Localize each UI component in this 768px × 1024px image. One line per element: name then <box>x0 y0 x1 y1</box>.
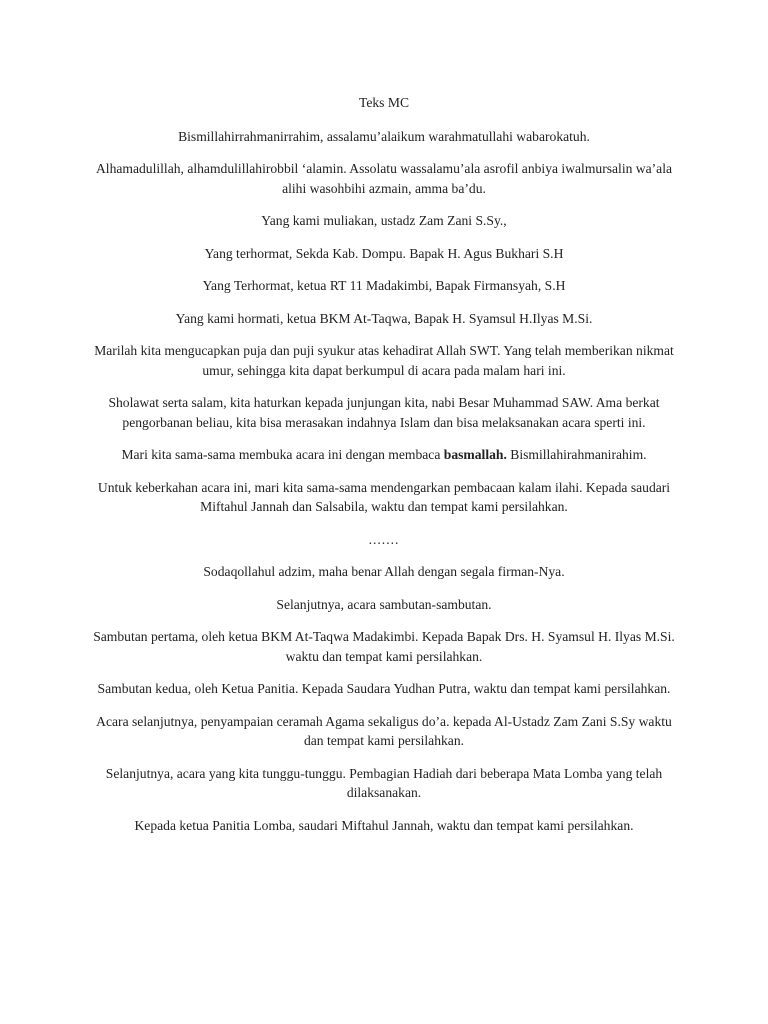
paragraph-kalam-ilahi: Untuk keberkahan acara ini, mari kita sama-sama mendengarkan pembacaan kalam ilahi. Kepada saudari Miftahul Jannah dan Salsabila, waktu dan tempat kami persilahkan. <box>97 479 671 514</box>
paragraph-ceramah: Acara selanjutnya, penyampaian ceramah Agama sekaligus do’a. kepada Al-Ustadz Zam Zani S.Sy waktu dan tempat kami persilahkan. <box>96 713 672 748</box>
paragraph-syukur: Marilah kita mengucapkan puja dan puji syukur atas kehadirat Allah SWT. Yang telah memberikan nikmat umur, sehingga kita dapat berkumpul di acara pada malam hari ini. <box>94 343 674 378</box>
paragraph-basmallah <box>90 445 678 465</box>
basmallah-before: Mari kita sama-sama membuka acara ini dengan membaca <box>121 447 444 462</box>
paragraph-greeting: Bismillahirrahmanirrahim, assalamu’alaikum warahmatullahi wabarokatuh. <box>178 128 590 144</box>
paragraph-hadiah: Selanjutnya, acara yang kita tunggu-tunggu. Pembagian Hadiah dari beberapa Mata Lomba yang telah dilaksanakan. <box>105 765 663 800</box>
paragraph-ustadz: Yang kami muliakan, ustadz Zam Zani S.Sy., <box>261 213 507 228</box>
section-separator: ....... <box>368 531 400 547</box>
paragraph-sodaqollahul: Sodaqollahul adzim, maha benar Allah dengan segala firman-Nya. <box>203 564 565 579</box>
paragraph-sambutan-pertama: Sambutan pertama, oleh ketua BKM At-Taqwa Madakimbi. Kepada Bapak Drs. H. Syamsul H. Ilyas M.Si. waktu dan tempat kami persilahkan. <box>93 629 675 664</box>
paragraph-ketua-bkm: Yang kami hormati, ketua BKM At-Taqwa, Bapak H. Syamsul H.Ilyas M.Si. <box>175 310 593 326</box>
basmallah-bold: basmallah. <box>443 447 507 462</box>
document-title: Teks MC <box>358 95 410 110</box>
document-page <box>90 93 678 848</box>
paragraph-sambutan-kedua: Sambutan kedua, oleh Ketua Panitia. Kepada Saudara Yudhan Putra, waktu dan tempat kami persilahkan. <box>97 681 671 696</box>
paragraph-sholawat: Sholawat serta salam, kita haturkan kepada junjungan kita, nabi Besar Muhammad SAW. Ama berkat pengorbanan beliau, kita bisa merasakan indahnya Islam dan bisa melaksanakan acara sperti ini. <box>108 395 660 430</box>
basmallah-after: Bismillahirahmanirahim. <box>506 447 647 462</box>
paragraph-opening: Alhamadulillah, alhamdulillahirobbil ‘alamin. Assolatu wassalamu’ala asrofil anbiya iwalmursalin wa’ala alihi wasohbihi azmain, amma ba’du. <box>95 161 673 196</box>
paragraph-ketua-rt: Yang Terhormat, ketua RT 11 Madakimbi, Bapak Firmansyah, S.H <box>202 278 566 293</box>
paragraph-sambutan-intro: Selanjutnya, acara sambutan-sambutan. <box>276 596 492 612</box>
paragraph-panitia-lomba: Kepada ketua Panitia Lomba, saudari Miftahul Jannah, waktu dan tempat kami persilahkan. <box>134 817 634 833</box>
paragraph-sekda: Yang terhormat, Sekda Kab. Dompu. Bapak H. Agus Bukhari S.H <box>204 245 564 261</box>
